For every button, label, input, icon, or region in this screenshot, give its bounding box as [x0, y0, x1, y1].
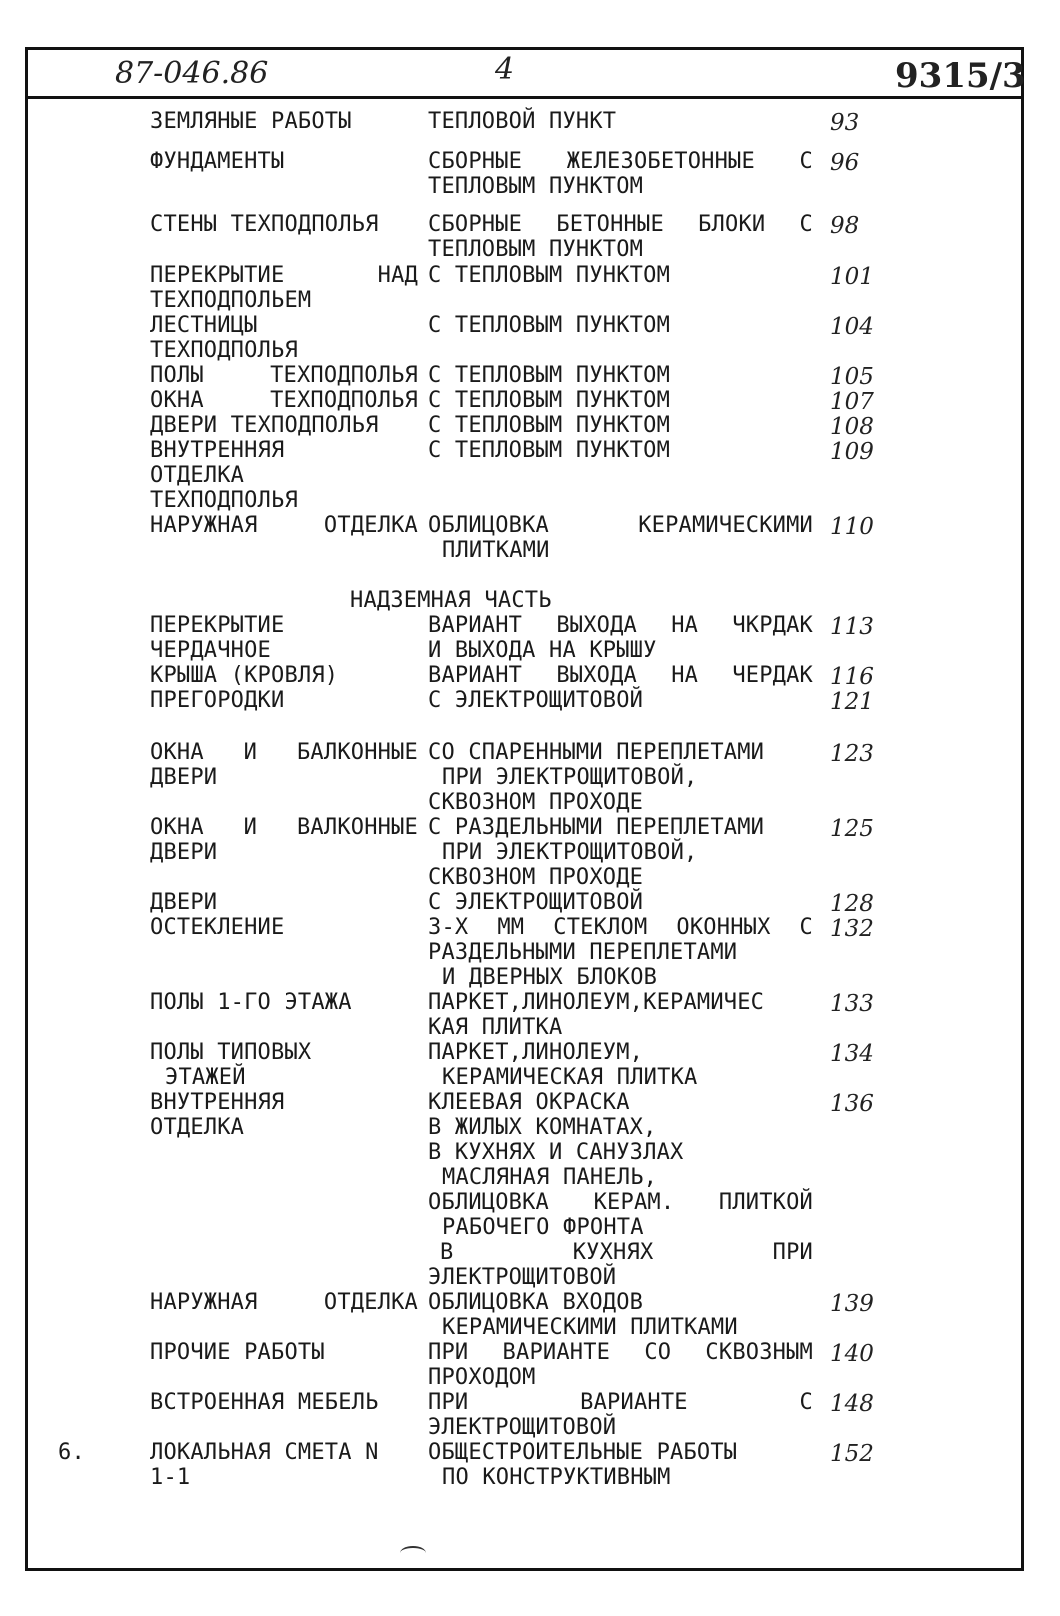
row-page-ref: 123 — [830, 741, 874, 767]
row-title: ДВЕРИ — [150, 765, 218, 790]
row-description: ПРОХОДОМ — [428, 1365, 536, 1390]
row-description: ЭЛЕКТРОЩИТОВОЙ — [428, 1415, 617, 1440]
row-page-ref: 121 — [830, 689, 874, 715]
row-page-ref: 109 — [830, 439, 874, 465]
row-page-ref: 104 — [830, 314, 874, 340]
row-page-ref: 132 — [830, 916, 874, 942]
row-description: С ЭЛЕКТРОЩИТОВОЙ — [428, 688, 644, 713]
row-page-ref: 110 — [830, 514, 874, 540]
row-title: ВСТРОЕННАЯ МЕБЕЛЬ — [150, 1390, 379, 1415]
row-description: ПРИ ВАРИАНТЕ С — [428, 1390, 813, 1415]
row-title: ДВЕРИ — [150, 840, 218, 865]
row-title: ТЕХПОДПОЛЬЯ — [150, 488, 298, 513]
row-title: ОКНА И БАЛКОННЫЕ — [150, 740, 418, 765]
row-description: В КУХНЯХ ПРИ — [440, 1240, 813, 1265]
row-description: В КУХНЯХ И САНУЗЛАХ — [428, 1140, 684, 1165]
row-description: С ЭЛЕКТРОЩИТОВОЙ — [428, 890, 644, 915]
row-page-ref: 136 — [830, 1091, 874, 1117]
row-description: ТЕПЛОВОЙ ПУНКТ — [428, 109, 617, 134]
row-description: ОБЛИЦОВКА КЕРАМИЧЕСКИМИ — [428, 513, 813, 538]
row-page-ref: 107 — [830, 389, 874, 415]
row-page-ref: 116 — [830, 664, 874, 690]
header-divider — [25, 96, 1024, 99]
pencil-mark — [400, 1546, 426, 1560]
row-description: СКВОЗНОМ ПРОХОДЕ — [428, 865, 644, 890]
row-title: ДВЕРИ ТЕХПОДПОЛЬЯ — [150, 413, 379, 438]
row-description: С ТЕПЛОВЫМ ПУНКТОМ — [428, 413, 671, 438]
row-title: ЧЕРДАЧНОЕ — [150, 638, 272, 663]
row-description: МАСЛЯНАЯ ПАНЕЛЬ, — [442, 1165, 658, 1190]
row-page-ref: 93 — [830, 110, 860, 136]
row-description: СКВОЗНОМ ПРОХОДЕ — [428, 790, 644, 815]
row-description: ПАРКЕТ,ЛИНОЛЕУМ,КЕРАМИЧЕС — [428, 990, 765, 1015]
section-heading: НАДЗЕМНАЯ ЧАСТЬ — [350, 588, 552, 613]
row-description: С РАЗДЕЛЬНЫМИ ПЕРЕПЛЕТАМИ — [428, 815, 765, 840]
row-title: ПЕРЕКРЫТИЕ НАД — [150, 263, 418, 288]
row-description: С ТЕПЛОВЫМ ПУНКТОМ — [428, 313, 671, 338]
row-title: ВНУТРЕННЯЯ — [150, 1090, 285, 1115]
row-page-ref: 96 — [830, 150, 860, 176]
row-description: ПРИ ЭЛЕКТРОЩИТОВОЙ, — [442, 840, 698, 865]
item-number: 6. — [58, 1440, 85, 1465]
row-description: ВАРИАНТ ВЫХОДА НА ЧЕРДАК — [428, 663, 813, 688]
row-description: ОБЛИЦОВКА КЕРАМ. ПЛИТКОЙ — [428, 1190, 813, 1215]
row-description: ТЕПЛОВЫМ ПУНКТОМ — [428, 237, 644, 262]
row-description: ЭЛЕКТРОЩИТОВОЙ — [428, 1265, 617, 1290]
row-description: СО СПАРЕННЫМИ ПЕРЕПЛЕТАМИ — [428, 740, 765, 765]
row-title: ТЕХПОДПОЛЬЯ — [150, 338, 298, 363]
document-code: 87-046.86 — [115, 56, 269, 91]
row-title: ОКНА И ВАЛКОННЫЕ — [150, 815, 418, 840]
row-title: ПРЕГОРОДКИ — [150, 688, 285, 713]
row-description: ПО КОНСТРУКТИВНЫМ — [442, 1465, 671, 1490]
row-description: 3-Х ММ СТЕКЛОМ ОКОННЫХ С — [428, 915, 813, 940]
row-description: КАЯ ПЛИТКА — [428, 1015, 563, 1040]
row-page-ref: 108 — [830, 414, 874, 440]
row-title: ЗЕМЛЯНЫЕ РАБОТЫ — [150, 109, 352, 134]
row-title: ПЕРЕКРЫТИЕ — [150, 613, 285, 638]
row-page-ref: 134 — [830, 1041, 874, 1067]
row-description: КЕРАМИЧЕСКИМИ ПЛИТКАМИ — [442, 1315, 738, 1340]
row-title: ОСТЕКЛЕНИЕ — [150, 915, 285, 940]
row-title: ОТДЕЛКА — [150, 1115, 245, 1140]
row-description: С ТЕПЛОВЫМ ПУНКТОМ — [428, 438, 671, 463]
row-description: С ТЕПЛОВЫМ ПУНКТОМ — [428, 263, 671, 288]
page-number: 4 — [495, 52, 515, 87]
row-description: ОБЩЕСТРОИТЕЛЬНЫЕ РАБОТЫ — [428, 1440, 738, 1465]
row-title: ДВЕРИ — [150, 890, 218, 915]
row-description: СБОРНЫЕ БЕТОННЫЕ БЛОКИ С — [428, 212, 813, 237]
row-page-ref: 101 — [830, 264, 874, 290]
row-description: СБОРНЫЕ ЖЕЛЕЗОБЕТОННЫЕ С — [428, 149, 813, 174]
row-description: ПРИ ВАРИАНТЕ СО СКВОЗНЫМ — [428, 1340, 813, 1365]
row-page-ref: 133 — [830, 991, 874, 1017]
row-description: ВАРИАНТ ВЫХОДА НА ЧКРДАК — [428, 613, 813, 638]
row-description: И ДВЕРНЫХ БЛОКОВ — [442, 965, 658, 990]
row-description: РАБОЧЕГО ФРОНТА — [442, 1215, 644, 1240]
row-page-ref: 128 — [830, 891, 874, 917]
row-page-ref: 139 — [830, 1291, 874, 1317]
row-description: ПАРКЕТ,ЛИНОЛЕУМ, — [428, 1040, 644, 1065]
row-title: ЛЕСТНИЦЫ — [150, 313, 258, 338]
row-description: ПРИ ЭЛЕКТРОЩИТОВОЙ, — [442, 765, 698, 790]
row-description: КЛЕЕВАЯ ОКРАСКА — [428, 1090, 630, 1115]
row-page-ref: 113 — [830, 614, 874, 640]
row-description: И ВЫХОДА НА КРЫШУ — [428, 638, 657, 663]
row-page-ref: 148 — [830, 1391, 874, 1417]
row-description: С ТЕПЛОВЫМ ПУНКТОМ — [428, 388, 671, 413]
row-title: ОКНА ТЕХПОДПОЛЬЯ — [150, 388, 418, 413]
row-title: ЭТАЖЕЙ — [165, 1065, 246, 1090]
row-description: КЕРАМИЧЕСКАЯ ПЛИТКА — [442, 1065, 698, 1090]
row-page-ref: 105 — [830, 364, 874, 390]
row-title: 1-1 — [150, 1465, 191, 1490]
row-description: С ТЕПЛОВЫМ ПУНКТОМ — [428, 363, 671, 388]
row-title: ПРОЧИЕ РАБОТЫ — [150, 1340, 325, 1365]
row-title: СТЕНЫ ТЕХПОДПОЛЬЯ — [150, 212, 379, 237]
row-description: ПЛИТКАМИ — [442, 538, 550, 563]
row-title: НАРУЖНАЯ ОТДЕЛКА — [150, 513, 418, 538]
row-page-ref: 152 — [830, 1441, 874, 1467]
row-title: ФУНДАМЕНТЫ — [150, 149, 285, 174]
row-page-ref: 125 — [830, 816, 874, 842]
row-title: КРЫША (КРОВЛЯ) — [150, 663, 339, 688]
row-title: НАРУЖНАЯ ОТДЕЛКА — [150, 1290, 418, 1315]
row-title: ВНУТРЕННЯЯ — [150, 438, 285, 463]
row-title: ЛОКАЛЬНАЯ СМЕТА N — [150, 1440, 379, 1465]
row-title: ТЕХПОДПОЛЬЕМ — [150, 288, 312, 313]
row-description: В ЖИЛЫХ КОМНАТАХ, — [428, 1115, 657, 1140]
row-page-ref: 98 — [830, 213, 860, 239]
row-page-ref: 140 — [830, 1341, 874, 1367]
row-title: ОТДЕЛКА — [150, 463, 245, 488]
row-title: ПОЛЫ ТИПОВЫХ — [150, 1040, 312, 1065]
row-description: РАЗДЕЛЬНЫМИ ПЕРЕПЛЕТАМИ — [428, 940, 738, 965]
row-description: ОБЛИЦОВКА ВХОДОВ — [428, 1290, 644, 1315]
sheet-id: 9315/3 — [895, 56, 1026, 96]
row-description: ТЕПЛОВЫМ ПУНКТОМ — [428, 174, 644, 199]
row-title: ПОЛЫ 1-ГО ЭТАЖА — [150, 990, 352, 1015]
row-title: ПОЛЫ ТЕХПОДПОЛЬЯ — [150, 363, 418, 388]
